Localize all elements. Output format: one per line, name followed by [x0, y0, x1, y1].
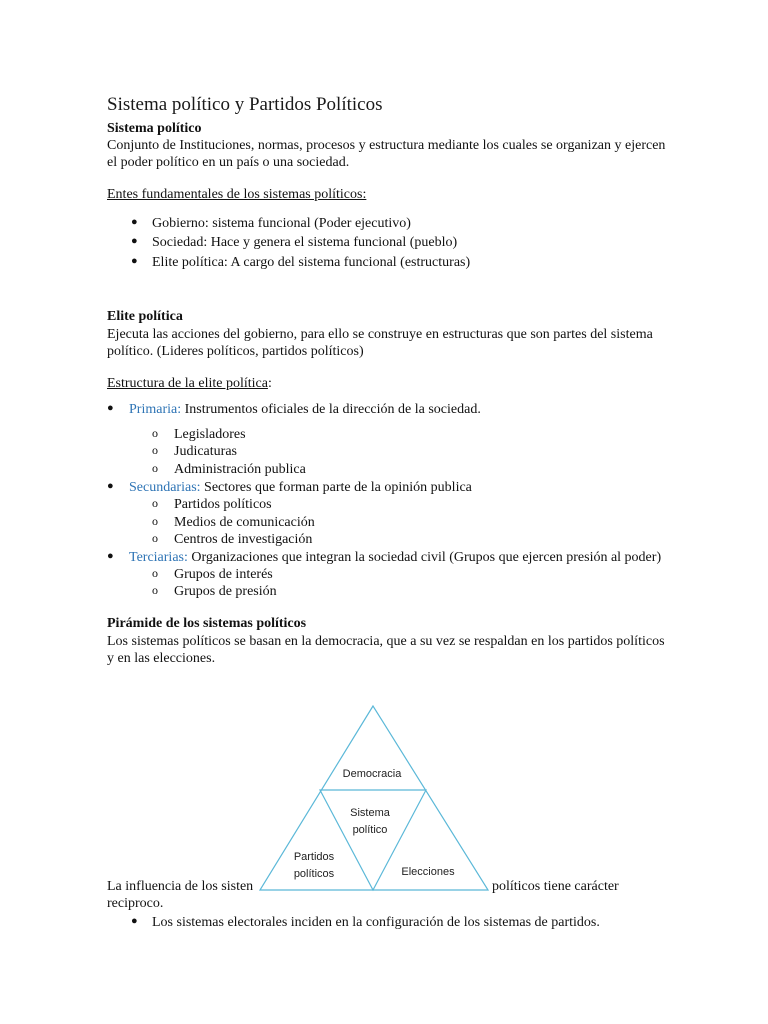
pyramid-label-politico: político: [352, 824, 388, 836]
entes-heading: Entes fundamentales de los sistemas políticos:: [107, 187, 367, 202]
secundarias-text: Sectores que forman parte de la opinión publica: [200, 480, 472, 495]
terciarias-item: Grupos de interés: [174, 567, 273, 582]
entes-item-elite: Elite política: A cargo del sistema funcional (estructuras): [152, 255, 471, 270]
secundarias-item: Centros de investigación: [174, 532, 313, 547]
bullet-icon: ●: [107, 402, 114, 414]
primaria-label: Primaria:: [129, 402, 182, 417]
estructura-heading: [107, 375, 272, 392]
elite-text-line1: Ejecuta las acciones del gobierno, para ello se construye en estructuras que son partes del sistema: [107, 327, 653, 342]
terciarias-item: Grupos de presión: [174, 584, 277, 599]
pyramid-label-sistema: Sistema: [350, 807, 390, 819]
circle-bullet-icon: o: [152, 514, 158, 528]
secundarias-label: Secundarias:: [129, 480, 201, 495]
pyramid-diagram: [256, 700, 492, 896]
pyramid-label-elecciones: Elecciones: [401, 866, 455, 878]
pyramid-label-partidos: Partidos: [293, 851, 335, 863]
section-heading-sistema-politico: Sistema político: [107, 121, 202, 136]
document-title: Sistema político y Partidos Políticos: [107, 94, 383, 115]
circle-bullet-icon: o: [152, 496, 158, 510]
closing-line2: reciproco.: [107, 896, 164, 911]
circle-bullet-icon: o: [152, 566, 158, 580]
terciarias-label: Terciarias:: [129, 550, 188, 565]
primaria-item: Legisladores: [174, 427, 246, 442]
circle-bullet-icon: o: [152, 461, 158, 475]
terciarias-line: [129, 549, 661, 566]
primaria-line: [129, 401, 481, 418]
bullet-icon: ●: [131, 216, 138, 228]
primaria-text: Instrumentos oficiales de la dirección de la sociedad.: [181, 402, 481, 417]
bullet-icon: ●: [107, 550, 114, 562]
estructura-heading-colon: :: [267, 376, 272, 391]
entes-item-sociedad: Sociedad: Hace y genera el sistema funcional (pueblo): [152, 235, 458, 250]
circle-bullet-icon: o: [152, 583, 158, 597]
elite-text-line2: político. (Lideres políticos, partidos políticos): [107, 344, 364, 359]
circle-bullet-icon: o: [152, 443, 158, 457]
bullet-icon: ●: [131, 255, 138, 267]
circle-bullet-icon: o: [152, 426, 158, 440]
primaria-item: Judicaturas: [174, 444, 237, 459]
closing-line1-left: La influencia de los sisten: [107, 879, 254, 894]
primaria-item: Administración publica: [174, 462, 306, 477]
bullet-icon: ●: [131, 915, 138, 927]
sistema-politico-text-line2: el poder político en un país o una sociedad.: [107, 155, 350, 170]
estructura-heading-text: Estructura de la elite política: [107, 376, 268, 391]
circle-bullet-icon: o: [152, 531, 158, 545]
secundarias-item: Partidos políticos: [174, 497, 272, 512]
piramide-text-line2: y en las elecciones.: [107, 651, 216, 666]
section-heading-elite-politica: Elite política: [107, 309, 183, 324]
closing-bullet-text: Los sistemas electorales inciden en la configuración de los sistemas de partidos.: [152, 915, 600, 930]
piramide-text-line1: Los sistemas políticos se basan en la democracia, que a su vez se respaldan en los partidos políticos: [107, 634, 665, 649]
bullet-icon: ●: [131, 235, 138, 247]
pyramid-label-politicos: políticos: [293, 868, 335, 880]
closing-line1-right: políticos tiene carácter: [492, 879, 619, 894]
secundarias-line: [129, 479, 472, 496]
section-heading-piramide: Pirámide de los sistemas políticos: [107, 616, 307, 631]
terciarias-text: Organizaciones que integran la sociedad civil (Grupos que ejercen presión al poder): [187, 550, 662, 565]
pyramid-label-democracia: Democracia: [342, 768, 402, 780]
bullet-icon: ●: [107, 480, 114, 492]
secundarias-item: Medios de comunicación: [174, 515, 315, 530]
entes-item-gobierno: Gobierno: sistema funcional (Poder ejecutivo): [152, 216, 411, 231]
sistema-politico-text-line1: Conjunto de Instituciones, normas, procesos y estructura mediante los cuales se organizan y ejercen: [107, 138, 666, 153]
